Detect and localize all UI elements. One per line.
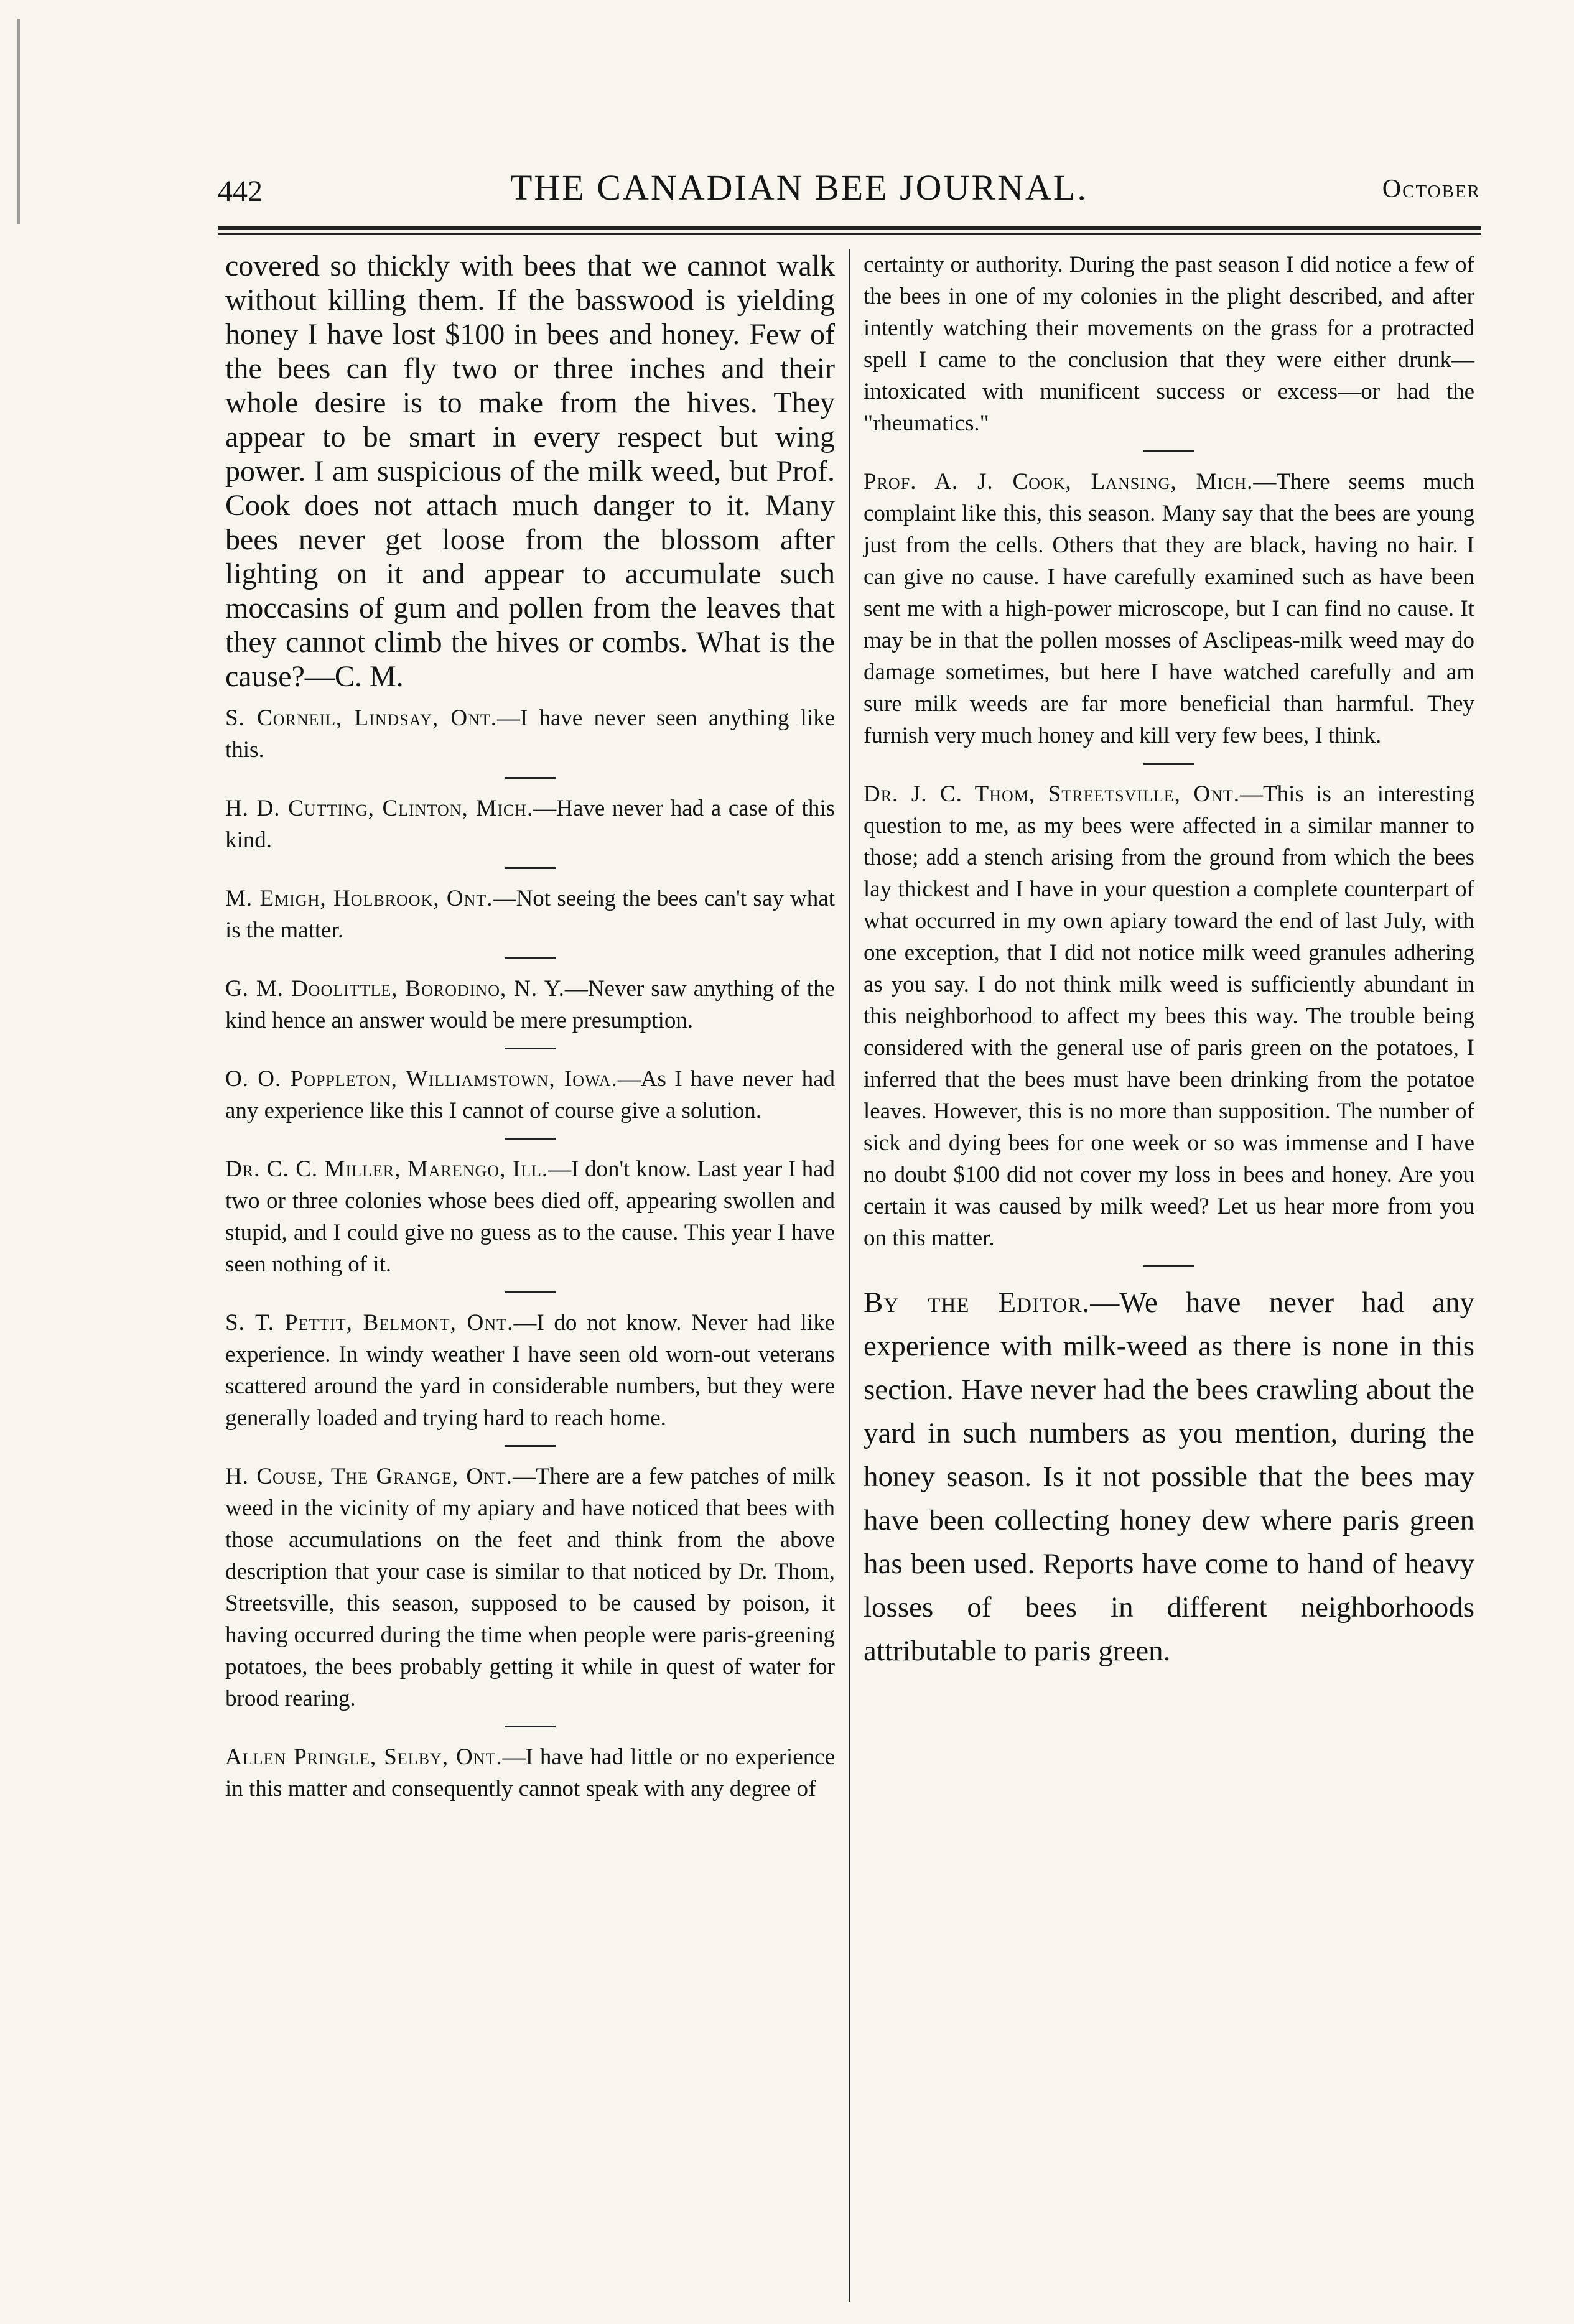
- reply-text: —I do not know. Never had like experience. In windy weather I have seen old worn-out veterans scattered around the yard in considerable numbers, but they were generally loaded and trying hard to reach home.: [225, 1310, 835, 1431]
- reply-text: —I don't know. Last year I had two or three colonies whose bees died off, appearing swollen and stupid, and I could give no guess as to the cause. This year I have seen nothing of it.: [225, 1156, 835, 1277]
- separator: [1143, 450, 1194, 452]
- reply-text: —I have never seen anything like this.: [225, 705, 836, 763]
- reply-text: —As I have never had any experience like this I cannot of course give a solution.: [225, 1066, 836, 1123]
- reply-poppleton: [225, 1063, 835, 1127]
- separator: [505, 867, 556, 869]
- reply-text: —There seems much complaint like this, this season. Many say that the bees are young just from the cells. Others that they are black, having no hair. I can give no cause. I have carefully examined such as have been sent me with a high-power microscope, but I can find no cause. It may be in that the pollen mosses of Asclipeas-milk weed may do damage sometimes, but here I have watched carefully and am sure milk weeds are far more beneficial than harmful. They furnish very much honey and kill very few bees, I think.: [864, 469, 1474, 748]
- left-column: [225, 249, 835, 1805]
- reply-text: —Not seeing the bees can't say what is the matter.: [225, 886, 835, 943]
- separator: [505, 1726, 556, 1727]
- reply-text: —I have had little or no experience in this matter and consequently cannot speak with any degree of: [225, 1744, 836, 1801]
- reply-emigh: [225, 883, 835, 946]
- editor-text: —We have never had any experience with milk-weed as there is none in this section. Have never had the bees crawling about the yard in such numbers as you mention, during the honey season. Is it not possible that the bees may have been collecting honey dew where paris green has been used. Reports have come to hand of heavy losses of bees in different neighborhoods attributable to paris green.: [864, 1286, 1474, 1667]
- reply-author: S. T. Pettit, Belmont, Ont.: [225, 1310, 514, 1336]
- reply-couse: [225, 1461, 835, 1714]
- separator: [505, 1138, 556, 1140]
- column-divider: [849, 249, 850, 2302]
- pringle-continuation: certainty or authority. During the past season I did notice a few of the bees in one of my colonies in the plight described, and after intently watching their movements on the grass for a protracted spell I came to the conclusion that they were either drunk—intoxicated with munificent success or excess—or had the "rheumatics.": [864, 252, 1474, 436]
- journal-title: THE CANADIAN BEE JOURNAL.: [510, 167, 1088, 208]
- separator: [1143, 763, 1194, 765]
- reply-author: Dr. C. C. Miller, Marengo, Ill.: [225, 1156, 549, 1182]
- reply-pettit: [225, 1307, 835, 1434]
- reply-doolittle: [225, 973, 835, 1036]
- header-rule-thin: [218, 233, 1481, 235]
- reply-author: Dr. J. C. Thom, Streetsville, Ont.: [864, 781, 1240, 807]
- editor-response: [864, 1281, 1474, 1673]
- reply-text: —There are a few patches of milk weed in the vicinity of my apiary and have noticed that bees with those accumulations on the feet and think from the above description that your case is similar to that noticed by Dr. Thom, Streetsville, this season, supposed to be caused by poison, it having occurred during the time when people were paris-greening potatoes, the bees probably getting it while in quest of water for brood rearing.: [225, 1464, 835, 1711]
- reply-cook: [864, 466, 1474, 751]
- margin-mark: [17, 19, 20, 224]
- separator: [505, 957, 556, 959]
- reply-author: H. D. Cutting, Clinton, Mich.: [225, 796, 534, 821]
- right-column: [864, 249, 1474, 1673]
- reply-author: Prof. A. J. Cook, Lansing, Mich.: [864, 469, 1254, 495]
- separator: [505, 1445, 556, 1447]
- page-header: [218, 167, 1481, 210]
- separator: [1143, 1265, 1194, 1267]
- reply-author: H. Couse, The Grange, Ont.: [225, 1464, 513, 1489]
- lead-paragraph: covered so thickly with bees that we cannot walk without killing them. If the basswood is yielding honey I have lost $100 in bees and honey. Few of the bees can fly two or three inches and their whole desire is to make from the hives. They appear to be smart in every respect but wing power. I am suspicious of the milk weed, but Prof. Cook does not attach much danger to it. Many bees never get loose from the blossom after lighting on it and appear to accumulate such moccasins of gum and pollen from the leaves that they cannot climb the hives or combs. What is the cause?—C. M.: [225, 249, 835, 693]
- reply-thom: [864, 778, 1474, 1254]
- separator: [505, 1291, 556, 1293]
- reply-author: S. Corneil, Lindsay, Ont.: [225, 705, 497, 731]
- reply-text: —This is an interesting question to me, as my bees were affected in a similar manner to those; add a stench arising from the ground from which the bees lay thickest and I have in your question a complete counterpart of what occurred in my own apiary toward the end of last July, with one exception, that I did not notice milk weed granules adhering as you say. I do not think milk weed is sufficiently abundant in this neighborhood to affect my bees this way. The trouble being considered with the general use of paris green on the potatoes, I inferred that the bees must have been drinking from the potatoe leaves. However, this is no more than supposition. The number of sick and dying bees for one week or so was immense and I have no doubt $100 did not cover my loss in bees and honey. Are you certain it was caused by milk weed? Let us hear more from you on this matter.: [864, 781, 1474, 1251]
- reply-cutting: [225, 792, 835, 856]
- reply-author: Allen Pringle, Selby, Ont.: [225, 1744, 503, 1770]
- editor-byline: By the Editor.: [864, 1286, 1091, 1319]
- issue-month: October: [1382, 175, 1481, 203]
- reply-author: G. M. Doolittle, Borodino, N. Y.: [225, 976, 565, 1002]
- reply-pringle: [225, 1741, 835, 1805]
- reply-author: M. Emigh, Holbrook, Ont.: [225, 886, 493, 911]
- reply-text: —Never saw anything of the kind hence an answer would be mere presumption.: [225, 976, 835, 1033]
- reply-corneil: [225, 702, 835, 766]
- reply-text: —Have never had a case of this kind.: [225, 796, 835, 853]
- header-rule: [218, 226, 1481, 230]
- separator: [505, 777, 556, 779]
- reply-miller: [225, 1153, 835, 1280]
- reply-author: O. O. Poppleton, Williamstown, Iowa.: [225, 1066, 618, 1092]
- page-number: 442: [218, 175, 263, 208]
- separator: [505, 1048, 556, 1049]
